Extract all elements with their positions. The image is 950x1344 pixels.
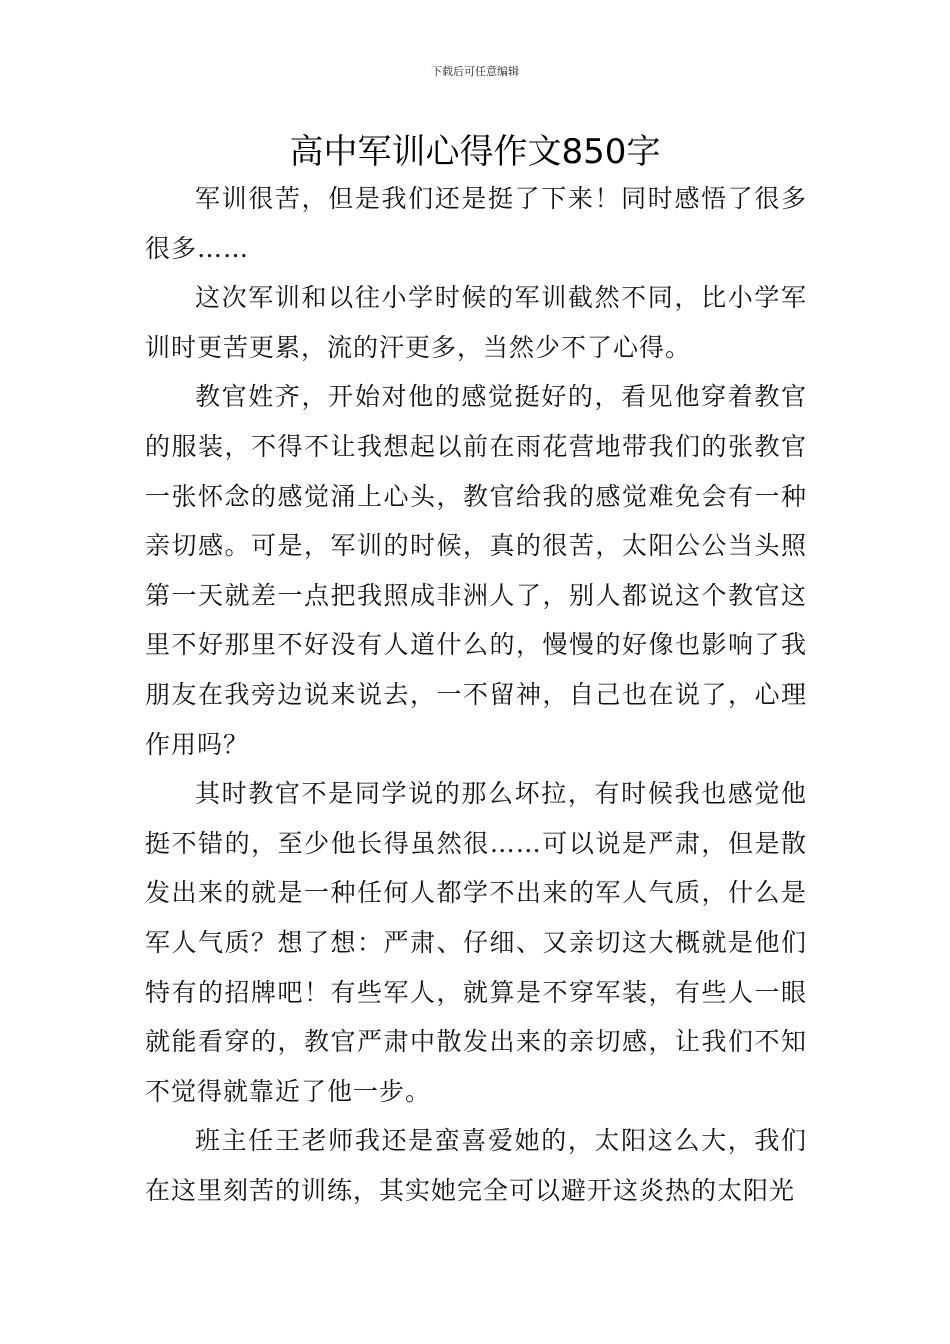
paragraph: 班主任王老师我还是蛮喜爱她的，太阳这么大，我们在这里刻苦的训练，其实她完全可以避开这炎热的太阳光	[145, 1126, 807, 1205]
document-title: 高中军训心得作文850字	[289, 132, 661, 172]
document-body	[145, 174, 807, 1215]
paragraph: 这次军训和以往小学时候的军训截然不同，比小学军训时更苦更累，流的汗更多，当然少不了心得。	[145, 283, 807, 362]
header-note: 下载后可任意编辑	[431, 65, 519, 78]
paragraph: 其时教官不是同学说的那么坏拉，有时候我也感觉他挺不错的，至少他长得虽然很……可以说是严肃，但是散发出来的就是一种任何人都学不出来的军人气质，什么是军人气质？想了想：严肃、仔细、又亲切这大概就是他们特有的招牌吧！有些军人，就算是不穿军装，有些人一眼就能看穿的，教官严肃中散发出来的亲切感，让我们不知不觉得就靠近了他一步。	[145, 779, 807, 1106]
paragraph: 教官姓齐，开始对他的感觉挺好的，看见他穿着教官的服装，不得不让我想起以前在雨花营地带我们的张教官一张怀念的感觉涌上心头，教官给我的感觉难免会有一种亲切感。可是，军训的时候，真的很苦，太阳公公当头照第一天就差一点把我照成非洲人了，别人都说这个教官这里不好那里不好没有人道什么的，慢慢的好像也影响了我朋友在我旁边说来说去，一不留神，自己也在说了，心理作用吗？	[145, 382, 807, 759]
paragraph: 军训很苦，但是我们还是挺了下来！同时感悟了很多很多……	[145, 184, 807, 263]
